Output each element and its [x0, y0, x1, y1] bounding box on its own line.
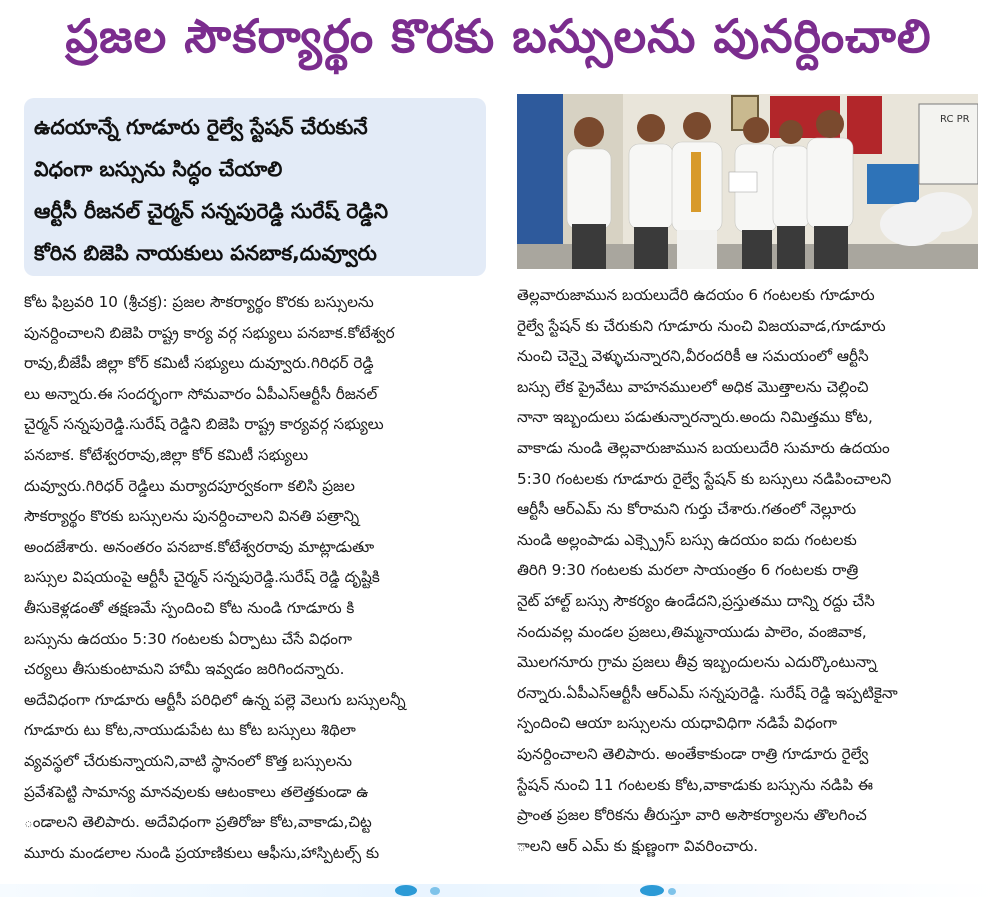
text-line: తీసుకెళ్లడంతో తక్షణమే స్పందించి కోట నుండి గూడూరు కి	[24, 598, 355, 617]
text-line: మూరు మండలాల నుండి ప్రయాణికులు ఆఫీసు,హాస్పిటల్స్ కు	[24, 843, 380, 862]
text-line: ండాలని తెలిపారు. అదేవిధంగా ప్రతిరోజు కోట,వాకాడు,చిట్ట	[24, 813, 372, 832]
text-line: బస్సు లేక ప్రైవేటు వాహనములలో అధిక మొత్తాలను చెల్లించి	[517, 377, 869, 396]
article-column-right	[517, 280, 983, 861]
article-column-left	[24, 287, 494, 868]
text-line: వ్యవస్థలో చేరుకున్నాయని,వాటి స్థానంలో కొత్త బస్సులను	[24, 751, 353, 770]
text-line: కోట ఫిబ్రవరి 10 (శ్రీచక్ర): ప్రజల సౌకర్యార్థం కొరకు బస్సులను	[24, 293, 374, 311]
decorative-blob	[395, 885, 417, 896]
text-line: అందజేశారు. అనంతరం పనబాక.కోటేశ్వరరావు మాట్లాడుతూ	[24, 537, 375, 556]
text-line: వాకాడు నుండి తెల్లవారుజామున బయలుదేరి సుమారు ఉదయం	[517, 438, 890, 457]
text-line: అదేవిధంగా గూడూరు ఆర్టీసీ పరిధిలో ఉన్న పల్లె వెలుగు బస్సులన్నీ	[24, 690, 406, 709]
text-line: ప్రాంత ప్రజల కోరికను తీరుస్తూ వారి అసౌకర్యాలను తొలగించ	[517, 806, 867, 825]
deck-line: విధంగా బస్సును సిద్ధం చేయాలి	[34, 157, 283, 181]
text-line: నుంచి చెన్నై వెళ్ళుచున్నారని,వీరందరికీ ఆ సమయంలో ఆర్టీసి	[517, 347, 869, 366]
text-line: పునర్దించాలని తెలిపారు. అంతేకాకుండా రాత్రి గూడూరు రైల్వే	[517, 744, 869, 763]
text-line: రైల్వే స్టేషన్ కు చేరుకుని గూడూరు నుంచి విజయవాడ,గూడూరు	[517, 316, 886, 335]
bottom-border-strip	[0, 884, 997, 897]
text-line: నానా ఇబ్బందులు పడుతున్నారన్నారు.అందు నిమిత్తము కోట,	[517, 408, 873, 427]
decorative-blob	[640, 885, 664, 896]
headline-text: ప్రజల సౌకర్యార్థం కొరకు బస్సులను పునర్దించాలి	[65, 9, 932, 63]
deck-line: ఉదయాన్నే గూడూరు రైల్వే స్టేషన్ చేరుకునే	[34, 115, 368, 139]
text-line: నైట్ హాల్ట్ బస్సు సౌకర్యం ఉండేదని,ప్రస్తుతము దాన్ని రద్దు చేసి	[517, 591, 875, 610]
article-headline	[0, 0, 997, 84]
deck-line: కోరిన బిజెపి నాయకులు పనబాక,దువ్వూరు	[34, 241, 377, 265]
news-photo	[517, 94, 978, 269]
text-line: రావు,బీజేపీ జిల్లా కోర్ కమిటీ సభ్యులు దువ్వూరు.గిరిధర్ రెడ్డి	[24, 354, 374, 373]
photo-illustration	[517, 94, 978, 269]
text-line: నందువల్ల మండల ప్రజలు,తిమ్మనాయుడు పాలెం, వంజివాక,	[517, 622, 867, 641]
text-line: నుండి అల్లంపాడు ఎక్స్ప్రెస్ బస్సు ఉదయం ఐదు గంటలకు	[517, 530, 857, 549]
text-line: బస్సుల విషయంపై ఆర్టీసీ చైర్మన్ సన్నపురెడ్డి.సురేష్ రెడ్డి దృష్టికి	[24, 568, 380, 587]
text-line: 5:30 గంటలకు గూడూరు రైల్వే స్టేషన్ కు బస్సులు నడిపించాలని	[517, 469, 892, 488]
text-line: సౌకర్యార్థం కొరకు బస్సులను పునర్దించాలని వినతి పత్రాన్ని	[24, 507, 360, 526]
text-line: స్పందించి ఆయా బస్సులను యధావిధిగా నడిపే విధంగా	[517, 714, 837, 733]
text-line: గూడూరు టు కోట,నాయుడుపేట టు కోట బస్సులు శిథిలా	[24, 721, 356, 740]
article-deck	[24, 98, 486, 276]
text-line: చైర్మన్ సన్నపురెడ్డి.సురేష్ రెడ్డిని బిజెపి రాష్ట్ర కార్యవర్గ సభ్యులు	[24, 415, 384, 434]
text-line: పనబాక. కోటేశ్వరరావు,జిల్లా కోర్ కమిటీ సభ్యులు	[24, 445, 309, 464]
text-line: పునర్దించాలని బిజెపి రాష్ట్ర కార్య వర్గ సభ్యులు పనబాక.కోటేశ్వర	[24, 323, 395, 342]
text-line: తెల్లవారుజామున బయలుదేరి ఉదయం 6 గంటలకు గూడూరు	[517, 286, 875, 304]
text-line: లు అన్నారు.ఈ సందర్భంగా సోమవారం ఏపీఎస్ఆర్టీసీ రీజనల్	[24, 384, 378, 403]
text-line: ాలని ఆర్ ఎమ్ కు క్షుణ్ణంగా వివరించారు.	[517, 836, 759, 855]
decorative-blob	[668, 888, 676, 895]
decorative-blob	[430, 887, 440, 895]
text-line: బస్సును ఉదయం 5:30 గంటలకు ఏర్పాటు చేసే విధంగా	[24, 629, 352, 648]
text-line: ఆర్టీసీ ఆర్ఎమ్ ను కోరామని గుర్తు చేశారు.గతంలో నెల్లూరు	[517, 500, 857, 519]
text-line: దువ్వూరు.గిరిధర్ రెడ్డిలు మర్యాదపూర్వకంగా కలిసి ప్రజల	[24, 476, 355, 495]
text-line: తిరిగి 9:30 గంటలకు మరలా సాయంత్రం 6 గంటలకు రాత్రి	[517, 561, 859, 580]
text-line: మొలగనూరు గ్రామ ప్రజలు తీవ్ర ఇబ్బందులను ఎదుర్కొంటున్నా	[517, 653, 877, 672]
deck-line: ఆర్టీసీ రీజనల్ చైర్మన్ సన్నపురెడ్డి సురేష్ రెడ్డిని	[34, 199, 388, 223]
text-line: రన్నారు.ఏపీఎస్ఆర్టీసీ ఆర్ఎమ్ సన్నపురెడ్డి. సురేష్ రెడ్డి ఇప్పటికైనా	[517, 683, 898, 702]
text-line: స్టేషన్ నుంచి 11 గంటలకు కోట,వాకాడుకు బస్సును నడిపి ఈ	[517, 775, 873, 794]
sign-text: RC PR	[940, 114, 970, 125]
text-line: చర్యలు తీసుకుంటామని హామీ ఇవ్వడం జరిగిందన్నారు.	[24, 660, 345, 679]
text-line: ప్రవేశపెట్టి సామాన్య మానవులకు ఆటంకాలు తలెత్తకుండా ఉ	[24, 782, 369, 801]
